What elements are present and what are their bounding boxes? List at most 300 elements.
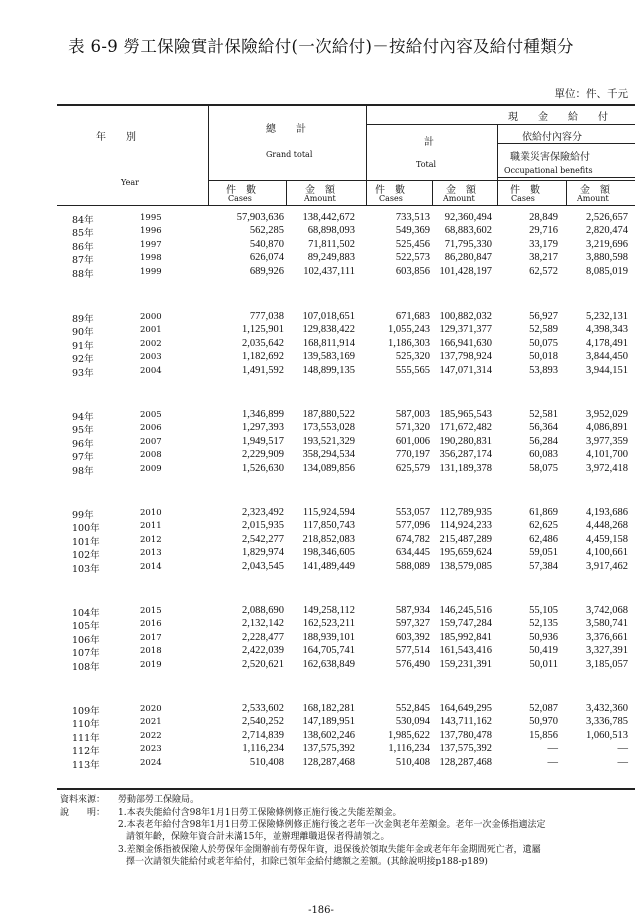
header-cash-benefit: 現 金 給 付 (508, 112, 608, 123)
row-ad-year: 2019 (140, 659, 162, 670)
cell-occ-amount: 3,742,068 (586, 605, 628, 616)
cell-total-amount: 71,795,330 (444, 238, 492, 250)
row-roc-year: 112年 (72, 746, 100, 758)
cell-occ-cases: 56,284 (529, 435, 558, 447)
note-2-cont: 請領年齡，保險年資合計未滿15年，並辦理離職退保者得請領之。 (126, 832, 390, 842)
cell-occ-amount: 3,844,450 (586, 351, 628, 363)
cell-occ-cases: 33,179 (529, 238, 558, 250)
cell-occ-cases: 56,927 (529, 311, 558, 322)
row-roc-year: 90年 (72, 327, 94, 339)
row-ad-year: 2020 (140, 704, 162, 714)
cell-grand-cases: 689,926 (249, 265, 284, 277)
table-row (0, 252, 642, 265)
row-roc-year: 113年 (72, 759, 100, 771)
row-ad-year: 2021 (140, 717, 162, 728)
cell-occ-amount: 3,952,029 (586, 409, 628, 420)
cell-grand-cases: 2,714,839 (242, 729, 284, 741)
table-row (0, 239, 642, 252)
cell-total-cases: 603,392 (395, 631, 430, 643)
cell-grand-amount: 358,294,534 (302, 449, 355, 461)
table-row (0, 547, 642, 560)
cell-total-cases: 571,320 (395, 422, 430, 434)
cell-total-amount: 137,780,478 (439, 729, 492, 741)
cell-total-cases: 522,573 (395, 252, 430, 264)
table-row (0, 225, 642, 238)
row-roc-year: 105年 (72, 621, 100, 633)
table-row (0, 605, 642, 618)
cell-total-cases: 577,096 (395, 520, 430, 532)
cell-grand-cases: 626,074 (249, 252, 284, 264)
cell-total-amount: 138,579,085 (439, 560, 492, 572)
row-roc-year: 86年 (72, 241, 94, 253)
cell-occ-cases: 52,135 (529, 618, 558, 630)
source-text: 勞動部勞工保險局。 (118, 795, 200, 805)
cell-total-amount: 147,071,314 (439, 364, 492, 376)
cell-total-amount: 101,428,197 (439, 265, 492, 277)
cell-grand-cases: 2,015,935 (242, 520, 284, 532)
note-2: 2.本表老年給付含98年1月1日勞工保險條例修正施行後之老年一次金與老年差額金。老年一次金係指適法定 (118, 820, 546, 830)
cell-occ-amount: 4,193,686 (586, 507, 628, 518)
header-cases-grand-en: Cases (228, 194, 252, 203)
table-row (0, 730, 642, 743)
cell-occ-amount: 3,917,462 (586, 560, 628, 572)
row-ad-year: 2015 (140, 606, 162, 616)
cell-total-amount: 112,789,935 (439, 507, 492, 518)
table-row (0, 507, 642, 520)
row-roc-year: 85年 (72, 228, 94, 240)
cell-grand-cases: 2,422,039 (242, 645, 284, 657)
row-ad-year: 2004 (140, 365, 162, 376)
cell-occ-amount: 1,060,513 (586, 729, 628, 741)
row-roc-year: 84年 (72, 215, 94, 226)
cell-occ-cases: — (547, 756, 558, 768)
cell-total-amount: 137,575,392 (439, 743, 492, 755)
header-year-en: Year (121, 178, 139, 187)
cell-occ-cases: 59,051 (529, 547, 558, 559)
row-ad-year: 1999 (140, 266, 162, 277)
cell-grand-cases: 562,285 (249, 225, 284, 237)
cell-total-cases: 525,320 (395, 351, 430, 363)
row-ad-year: 2000 (140, 312, 162, 322)
cell-total-cases: 770,197 (395, 449, 430, 461)
cell-total-amount: 100,882,032 (439, 311, 492, 322)
cell-occ-cases: 15,856 (529, 729, 558, 741)
row-ad-year: 2009 (140, 463, 162, 474)
divider-total (366, 105, 367, 206)
cell-occ-amount: 3,336,785 (586, 716, 628, 728)
cell-occ-amount: 3,880,598 (586, 252, 628, 264)
cell-total-amount: 128,287,468 (439, 756, 492, 768)
table-row (0, 757, 642, 770)
row-ad-year: 1995 (140, 213, 162, 223)
cell-grand-cases: 2,533,602 (242, 703, 284, 714)
cell-total-cases: 587,934 (395, 605, 430, 616)
header-amount-occ: 金 額 (580, 185, 610, 196)
cell-total-amount: 146,245,516 (439, 605, 492, 616)
cell-total-amount: 143,711,162 (439, 716, 492, 728)
cell-occ-cases: 60,083 (529, 449, 558, 461)
header-by-content: 依給付內容分 (522, 132, 582, 143)
table-row (0, 645, 642, 658)
header-year: 年 別 (96, 132, 136, 143)
cell-occ-cases: 50,018 (529, 351, 558, 363)
row-ad-year: 2013 (140, 548, 162, 559)
header-occupational: 職業災害保險給付 (510, 152, 590, 163)
cell-total-cases: 552,845 (395, 703, 430, 714)
row-ad-year: 2018 (140, 646, 162, 657)
cell-grand-cases: 57,903,636 (236, 212, 284, 223)
cell-occ-amount: 4,459,158 (586, 533, 628, 545)
cell-total-cases: 1,985,622 (388, 729, 430, 741)
table-row (0, 561, 642, 574)
cell-grand-cases: 777,038 (249, 311, 284, 322)
row-roc-year: 91年 (72, 340, 94, 352)
header-cases-occ-en: Cases (511, 194, 535, 203)
header-amount-occ-en: Amount (577, 194, 609, 203)
cell-total-amount: 171,672,482 (439, 422, 492, 434)
cell-grand-cases: 2,540,252 (242, 716, 284, 728)
table-row (0, 449, 642, 462)
cell-occ-amount: 5,232,131 (586, 311, 628, 322)
header-amount-total-en: Amount (443, 194, 475, 203)
row-ad-year: 2010 (140, 508, 162, 518)
cell-occ-cases: 55,105 (529, 605, 558, 616)
cell-total-amount: 159,747,284 (439, 618, 492, 630)
source-label: 資料來源： (60, 795, 106, 805)
cell-total-cases: 1,116,234 (388, 743, 430, 755)
cell-occ-amount: — (617, 743, 628, 755)
row-ad-year: 2023 (140, 744, 162, 755)
cell-grand-cases: 1,116,234 (242, 743, 284, 755)
cell-total-cases: 510,408 (395, 756, 430, 768)
row-ad-year: 2012 (140, 534, 162, 545)
table-row (0, 463, 642, 476)
header-cases-grand: 件 數 (226, 185, 256, 196)
cell-occ-amount: 3,185,057 (586, 658, 628, 670)
header-cases-total: 件 數 (375, 185, 405, 196)
cell-grand-amount: 173,553,028 (302, 422, 355, 434)
row-roc-year: 89年 (72, 314, 94, 325)
header-total-en: Total (416, 160, 437, 169)
cell-occ-cases: 61,869 (529, 507, 558, 518)
row-roc-year: 92年 (72, 354, 94, 366)
cell-total-amount: 166,941,630 (439, 337, 492, 349)
header-amount-total: 金 額 (446, 185, 476, 196)
cell-grand-amount: 149,258,112 (302, 605, 355, 616)
cell-grand-cases: 2,088,690 (242, 605, 284, 616)
cell-occ-amount: 8,085,019 (586, 265, 628, 277)
table-top-rule (57, 104, 635, 106)
cell-grand-amount: 137,575,392 (302, 743, 355, 755)
row-roc-year: 94年 (72, 412, 94, 423)
table-row (0, 703, 642, 716)
header-occupational-en: Occupational benefits (504, 166, 593, 175)
cell-occ-amount: 3,977,359 (586, 435, 628, 447)
row-roc-year: 109年 (72, 706, 100, 717)
cell-occ-amount: — (617, 756, 628, 768)
cell-occ-amount: 3,376,661 (586, 631, 628, 643)
cell-total-cases: 625,579 (395, 462, 430, 474)
table-row (0, 266, 642, 279)
row-ad-year: 2016 (140, 619, 162, 630)
cell-total-amount: 159,231,391 (439, 658, 492, 670)
cell-occ-cases: 62,625 (529, 520, 558, 532)
occ-underline (498, 177, 635, 178)
cell-total-cases: 576,490 (395, 658, 430, 670)
cell-occ-cases: 62,572 (529, 265, 558, 277)
table-row (0, 618, 642, 631)
row-roc-year: 104年 (72, 608, 100, 619)
cell-total-amount: 161,543,416 (439, 645, 492, 657)
row-roc-year: 88年 (72, 268, 94, 280)
cell-occ-cases: 58,075 (529, 462, 558, 474)
row-roc-year: 110年 (72, 719, 100, 731)
row-ad-year: 2005 (140, 410, 162, 420)
cell-grand-amount: 89,249,883 (307, 252, 355, 264)
cell-total-cases: 733,513 (395, 212, 430, 223)
row-ad-year: 1997 (140, 239, 162, 250)
cell-grand-amount: 102,437,111 (303, 265, 355, 277)
cell-total-cases: 588,089 (395, 560, 430, 572)
divider-occupational (497, 124, 498, 206)
row-ad-year: 2017 (140, 632, 162, 643)
content-underline (498, 143, 635, 144)
table-row (0, 632, 642, 645)
table-row (0, 743, 642, 756)
cell-grand-cases: 2,228,477 (242, 631, 284, 643)
cell-total-cases: 555,565 (395, 364, 430, 376)
cell-total-amount: 195,659,624 (439, 547, 492, 559)
cell-grand-cases: 2,520,621 (242, 658, 284, 670)
cell-total-amount: 185,992,841 (439, 631, 492, 643)
note-1: 1.本表失能給付含98年1月1日勞工保險條例修正施行後之失能差額金。 (118, 808, 402, 818)
cell-grand-amount: 162,638,849 (302, 658, 355, 670)
cell-grand-amount: 138,442,672 (302, 212, 355, 223)
divider-t (432, 180, 433, 206)
cell-total-cases: 597,327 (395, 618, 430, 630)
cell-occ-amount: 3,944,151 (586, 364, 628, 376)
cell-occ-amount: 3,219,696 (586, 238, 628, 250)
cell-grand-cases: 1,346,899 (242, 409, 284, 420)
cell-grand-cases: 1,125,901 (242, 324, 284, 336)
cell-occ-cases: 50,936 (529, 631, 558, 643)
cell-occ-cases: 38,217 (529, 252, 558, 264)
divider-g (286, 180, 287, 206)
cell-grand-cases: 1,829,974 (242, 547, 284, 559)
cell-occ-amount: 2,526,657 (586, 212, 628, 223)
row-roc-year: 87年 (72, 255, 94, 267)
table-row (0, 311, 642, 324)
row-roc-year: 93年 (72, 367, 94, 379)
cell-grand-cases: 2,043,545 (242, 560, 284, 572)
cell-grand-cases: 2,132,142 (242, 618, 284, 630)
cell-grand-amount: 198,346,605 (302, 547, 355, 559)
header-cases-total-en: Cases (379, 194, 403, 203)
table-row (0, 338, 642, 351)
cell-occ-cases: 53,893 (529, 364, 558, 376)
cell-occ-cases: 50,419 (529, 645, 558, 657)
row-ad-year: 2024 (140, 757, 162, 768)
row-roc-year: 106年 (72, 634, 100, 646)
row-ad-year: 1996 (140, 226, 162, 237)
cell-grand-cases: 1,297,393 (242, 422, 284, 434)
cell-total-cases: 587,003 (395, 409, 430, 420)
table-row (0, 212, 642, 225)
subheader-rule (209, 180, 635, 181)
row-roc-year: 95年 (72, 425, 94, 437)
cell-occ-amount: 4,101,700 (586, 449, 628, 461)
cell-occ-amount: 4,100,661 (586, 547, 628, 559)
cell-grand-amount: 168,182,281 (302, 703, 355, 714)
cash-underline (367, 124, 635, 125)
table-row (0, 520, 642, 533)
table-row (0, 409, 642, 422)
row-roc-year: 97年 (72, 452, 94, 464)
cell-total-amount: 92,360,494 (444, 212, 492, 223)
row-roc-year: 108年 (72, 661, 100, 673)
cell-total-cases: 601,006 (395, 435, 430, 447)
table-row (0, 365, 642, 378)
cell-grand-cases: 540,870 (249, 238, 284, 250)
cell-occ-cases: — (547, 743, 558, 755)
cell-occ-cases: 62,486 (529, 533, 558, 545)
cell-grand-amount: 164,705,741 (302, 645, 355, 657)
cell-grand-amount: 128,287,468 (302, 756, 355, 768)
cell-grand-amount: 188,939,101 (302, 631, 355, 643)
cell-grand-cases: 1,491,592 (242, 364, 284, 376)
cell-occ-cases: 56,364 (529, 422, 558, 434)
row-ad-year: 2006 (140, 423, 162, 434)
row-ad-year: 2022 (140, 730, 162, 741)
cell-occ-cases: 50,011 (529, 658, 558, 670)
table-bottom-rule (57, 788, 635, 790)
table-row (0, 659, 642, 672)
cell-total-cases: 1,186,303 (388, 337, 430, 349)
row-roc-year: 100年 (72, 523, 100, 535)
cell-occ-cases: 50,075 (529, 337, 558, 349)
cell-grand-amount: 139,583,169 (302, 351, 355, 363)
header-total: 計 (424, 137, 434, 148)
cell-grand-cases: 510,408 (249, 756, 284, 768)
cell-occ-cases: 52,581 (529, 409, 558, 420)
row-roc-year: 103年 (72, 563, 100, 575)
cell-total-amount: 129,371,377 (439, 324, 492, 336)
cell-total-amount: 114,924,233 (439, 520, 492, 532)
cell-grand-amount: 218,852,083 (302, 533, 355, 545)
cell-grand-amount: 148,899,135 (302, 364, 355, 376)
header-grand-total: 總 計 (266, 124, 306, 135)
notes-label: 說 明： (60, 808, 106, 818)
cell-occ-cases: 50,970 (529, 716, 558, 728)
cell-grand-amount: 187,880,522 (302, 409, 355, 420)
cell-occ-cases: 28,849 (529, 212, 558, 223)
row-ad-year: 2007 (140, 436, 162, 447)
cell-total-amount: 68,883,602 (444, 225, 492, 237)
row-ad-year: 2003 (140, 352, 162, 363)
note-3-cont: 擇一次請領失能給付或老年給付，扣除已領年金給付總額之差額。(其餘說明接p188-p189) (126, 857, 488, 867)
cell-total-amount: 137,798,924 (439, 351, 492, 363)
page-title: 表 6-9 勞工保險實計保險給付(一次給付)－按給付內容及給付種類分 (68, 37, 574, 56)
cell-total-cases: 530,094 (395, 716, 430, 728)
row-ad-year: 2001 (140, 325, 162, 336)
cell-grand-amount: 162,523,211 (302, 618, 355, 630)
row-roc-year: 99年 (72, 510, 94, 521)
cell-grand-amount: 147,189,951 (302, 716, 355, 728)
cell-occ-amount: 4,398,343 (586, 324, 628, 336)
cell-occ-amount: 4,178,491 (586, 337, 628, 349)
cell-grand-cases: 2,229,909 (242, 449, 284, 461)
row-ad-year: 2002 (140, 338, 162, 349)
cell-grand-cases: 1,949,517 (242, 435, 284, 447)
cell-total-amount: 190,280,831 (439, 435, 492, 447)
cell-occ-amount: 4,448,268 (586, 520, 628, 532)
cell-grand-cases: 1,526,630 (242, 462, 284, 474)
cell-occ-cases: 29,716 (529, 225, 558, 237)
cell-occ-amount: 4,086,891 (586, 422, 628, 434)
cell-grand-cases: 2,323,492 (242, 507, 284, 518)
note-3: 3.差額金係指被保險人於勞保年金開辦前有勞保年資，退保後於領取失能年金或老年年金期間死亡者，遺屬 (118, 845, 541, 855)
cell-grand-cases: 2,542,277 (242, 533, 284, 545)
cell-grand-amount: 68,898,093 (307, 225, 355, 237)
row-roc-year: 111年 (72, 732, 100, 744)
cell-grand-amount: 129,838,422 (302, 324, 355, 336)
cell-occ-cases: 52,087 (529, 703, 558, 714)
cell-occ-amount: 3,972,418 (586, 462, 628, 474)
cell-grand-amount: 71,811,502 (308, 238, 355, 250)
cell-grand-amount: 141,489,449 (302, 560, 355, 572)
cell-grand-cases: 2,035,642 (242, 337, 284, 349)
row-roc-year: 107年 (72, 648, 100, 660)
row-roc-year: 101年 (72, 536, 100, 548)
cell-occ-cases: 57,384 (529, 560, 558, 572)
cell-occ-amount: 3,327,391 (586, 645, 628, 657)
cell-occ-amount: 2,820,474 (586, 225, 628, 237)
cell-total-amount: 356,287,174 (439, 449, 492, 461)
table-row (0, 436, 642, 449)
row-roc-year: 102年 (72, 550, 100, 562)
cell-total-cases: 553,057 (395, 507, 430, 518)
table-row (0, 324, 642, 337)
table-row (0, 422, 642, 435)
cell-grand-amount: 134,089,856 (302, 462, 355, 474)
cell-grand-cases: 1,182,692 (242, 351, 284, 363)
cell-total-cases: 1,055,243 (388, 324, 430, 336)
divider-year (208, 105, 209, 206)
unit-label: 單位：件、千元 (554, 88, 628, 100)
cell-occ-amount: 3,432,360 (586, 703, 628, 714)
header-amount-grand: 金 額 (305, 185, 335, 196)
header-cases-occ: 件 數 (510, 185, 540, 196)
cell-total-amount: 215,487,289 (439, 533, 492, 545)
row-roc-year: 96年 (72, 438, 94, 450)
page-number: -186- (308, 905, 334, 916)
row-ad-year: 1998 (140, 253, 162, 264)
cell-grand-amount: 117,850,743 (302, 520, 355, 532)
cell-grand-amount: 115,924,594 (302, 507, 355, 518)
cell-total-cases: 634,445 (395, 547, 430, 559)
header-grand-total-en: Grand total (266, 150, 313, 159)
cell-total-cases: 674,782 (395, 533, 430, 545)
table-row (0, 716, 642, 729)
row-ad-year: 2008 (140, 450, 162, 461)
cell-total-cases: 525,456 (395, 238, 430, 250)
row-ad-year: 2014 (140, 561, 162, 572)
header-amount-grand-en: Amount (304, 194, 336, 203)
row-roc-year: 98年 (72, 465, 94, 477)
cell-total-amount: 164,649,295 (439, 703, 492, 714)
cell-total-cases: 577,514 (395, 645, 430, 657)
table-row (0, 534, 642, 547)
